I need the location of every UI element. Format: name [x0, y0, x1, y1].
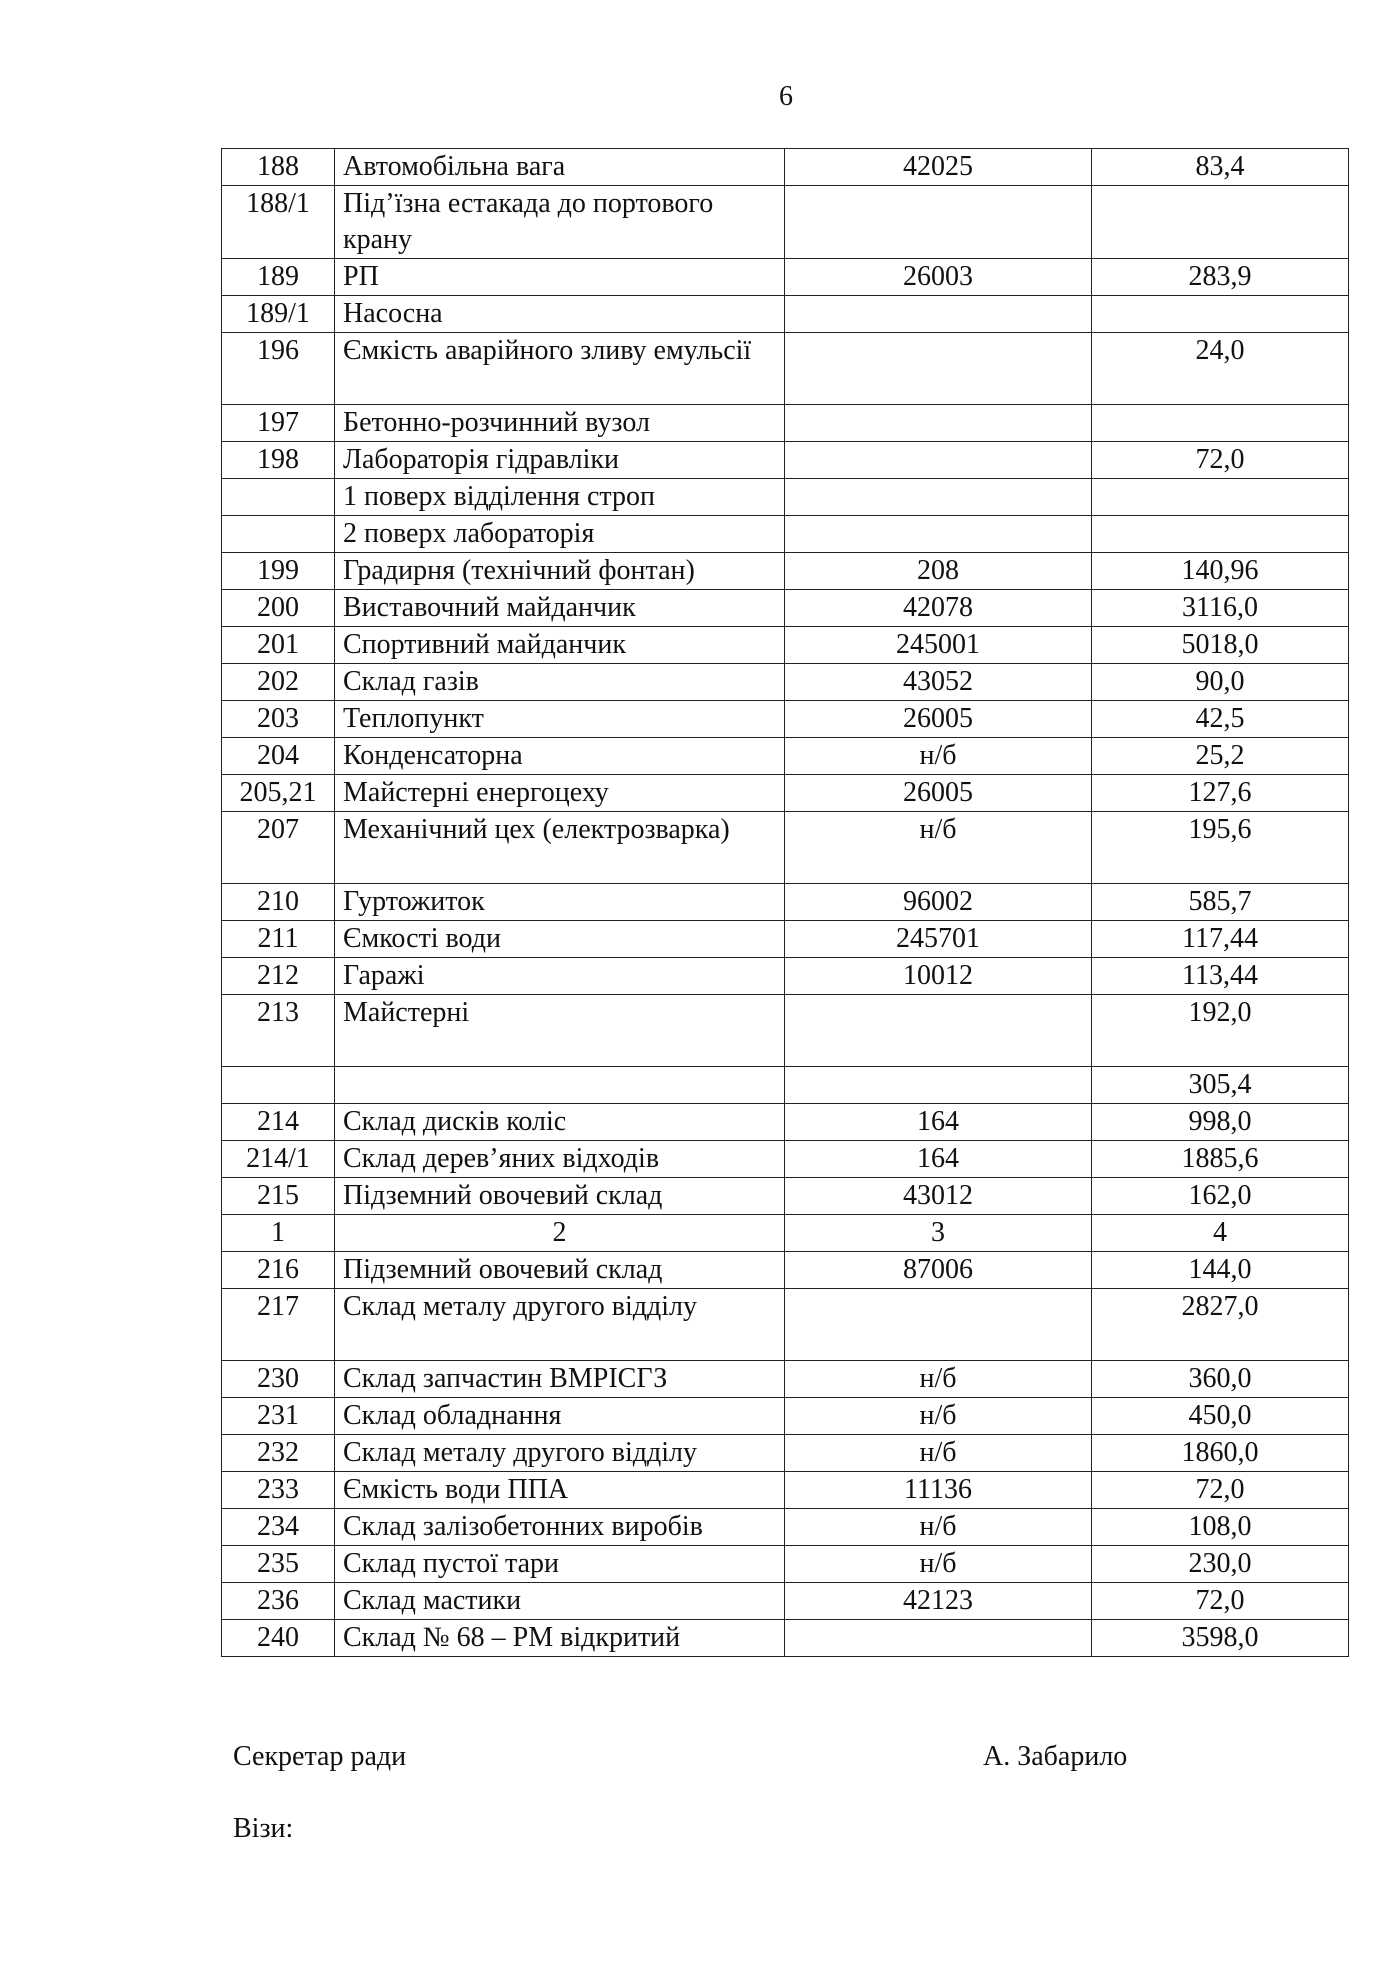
table-row: [222, 1435, 1349, 1472]
row-number-cell: 236: [222, 1583, 335, 1620]
table-row: [222, 405, 1349, 442]
row-number-cell: 204: [222, 738, 335, 775]
object-name-cell: 2 поверх лабораторія: [335, 516, 785, 553]
inventory-number-cell: 26003: [785, 259, 1092, 296]
inventory-number-cell: [785, 995, 1092, 1067]
object-name-cell: Підземний овочевий склад: [335, 1252, 785, 1289]
object-name-cell: Під’їзна естакада до портового крану: [335, 186, 785, 259]
row-number-cell: 189/1: [222, 296, 335, 333]
area-cell: 585,7: [1092, 884, 1349, 921]
property-table: [221, 148, 1349, 1657]
row-number-cell: [222, 1067, 335, 1104]
table-row: [222, 479, 1349, 516]
inventory-number-cell: [785, 516, 1092, 553]
table-row: [222, 627, 1349, 664]
area-cell: [1092, 516, 1349, 553]
table-row: [222, 553, 1349, 590]
row-number-cell: 214: [222, 1104, 335, 1141]
object-name-cell: Гуртожиток: [335, 884, 785, 921]
row-number-cell: 207: [222, 812, 335, 884]
object-name-cell: Гаражі: [335, 958, 785, 995]
area-cell: 144,0: [1092, 1252, 1349, 1289]
table-row: [222, 958, 1349, 995]
row-number-cell: 234: [222, 1509, 335, 1546]
area-cell: 1860,0: [1092, 1435, 1349, 1472]
row-number-cell: 203: [222, 701, 335, 738]
inventory-number-cell: 10012: [785, 958, 1092, 995]
row-number-cell: 197: [222, 405, 335, 442]
table-body: [222, 149, 1349, 1657]
row-number-cell: 202: [222, 664, 335, 701]
area-cell: 195,6: [1092, 812, 1349, 884]
inventory-number-cell: [785, 333, 1092, 405]
inventory-number-cell: н/б: [785, 738, 1092, 775]
table-row: [222, 296, 1349, 333]
object-name-cell: Механічний цех (електрозварка): [335, 812, 785, 884]
inventory-number-cell: 164: [785, 1104, 1092, 1141]
row-number-cell: 188: [222, 149, 335, 186]
object-name-cell: Лабораторія гідравліки: [335, 442, 785, 479]
area-cell: 90,0: [1092, 664, 1349, 701]
row-number-cell: 212: [222, 958, 335, 995]
row-number-cell: 200: [222, 590, 335, 627]
area-cell: [1092, 186, 1349, 259]
area-cell: 283,9: [1092, 259, 1349, 296]
row-number-cell: 188/1: [222, 186, 335, 259]
object-name-cell: Склад пустої тари: [335, 1546, 785, 1583]
inventory-number-cell: 208: [785, 553, 1092, 590]
table-row: [222, 995, 1349, 1067]
table-row: [222, 1361, 1349, 1398]
inventory-number-cell: н/б: [785, 812, 1092, 884]
inventory-number-cell: 42078: [785, 590, 1092, 627]
object-name-cell: РП: [335, 259, 785, 296]
inventory-number-cell: [785, 442, 1092, 479]
area-cell: 360,0: [1092, 1361, 1349, 1398]
inventory-number-cell: 245001: [785, 627, 1092, 664]
inventory-number-cell: н/б: [785, 1509, 1092, 1546]
inventory-number-cell: 87006: [785, 1252, 1092, 1289]
inventory-number-cell: 96002: [785, 884, 1092, 921]
object-name-cell: Майстерні енергоцеху: [335, 775, 785, 812]
object-name-cell: Спортивний майданчик: [335, 627, 785, 664]
table-row: [222, 1215, 1349, 1252]
object-name-cell: [335, 1067, 785, 1104]
inventory-number-cell: [785, 1289, 1092, 1361]
object-name-cell: Майстерні: [335, 995, 785, 1067]
row-number-cell: [222, 479, 335, 516]
object-name-cell: Автомобільна вага: [335, 149, 785, 186]
row-number-cell: [222, 516, 335, 553]
area-cell: 192,0: [1092, 995, 1349, 1067]
object-name-cell: Склад № 68 – РМ відкритий: [335, 1620, 785, 1657]
inventory-number-cell: 42123: [785, 1583, 1092, 1620]
row-number-cell: 232: [222, 1435, 335, 1472]
table-row: [222, 1289, 1349, 1361]
table-row: [222, 701, 1349, 738]
row-number-cell: 215: [222, 1178, 335, 1215]
row-number-cell: 240: [222, 1620, 335, 1657]
table-row: [222, 738, 1349, 775]
row-number-cell: 230: [222, 1361, 335, 1398]
inventory-number-cell: [785, 479, 1092, 516]
table-row: [222, 775, 1349, 812]
area-cell: 25,2: [1092, 738, 1349, 775]
table-row: [222, 442, 1349, 479]
object-name-cell: Склад залізобетонних виробів: [335, 1509, 785, 1546]
area-cell: 140,96: [1092, 553, 1349, 590]
area-cell: 42,5: [1092, 701, 1349, 738]
object-name-cell: Склад запчастин ВМРІСГЗ: [335, 1361, 785, 1398]
row-number-cell: 216: [222, 1252, 335, 1289]
row-number-cell: 233: [222, 1472, 335, 1509]
table-row: [222, 921, 1349, 958]
table-row: [222, 186, 1349, 259]
area-cell: 305,4: [1092, 1067, 1349, 1104]
object-name-cell: Ємкість аварійного зливу емульсії: [335, 333, 785, 405]
table-row: [222, 1620, 1349, 1657]
row-number-cell: 210: [222, 884, 335, 921]
inventory-number-cell: [785, 186, 1092, 259]
table-row: [222, 1252, 1349, 1289]
inventory-number-cell: 26005: [785, 701, 1092, 738]
inventory-number-cell: н/б: [785, 1435, 1092, 1472]
area-cell: 3598,0: [1092, 1620, 1349, 1657]
area-cell: 72,0: [1092, 442, 1349, 479]
area-cell: 72,0: [1092, 1472, 1349, 1509]
table-row: [222, 1067, 1349, 1104]
area-cell: 4: [1092, 1215, 1349, 1252]
row-number-cell: 213: [222, 995, 335, 1067]
area-cell: 5018,0: [1092, 627, 1349, 664]
object-name-cell: Насосна: [335, 296, 785, 333]
inventory-number-cell: 3: [785, 1215, 1092, 1252]
table-row: [222, 333, 1349, 405]
table-row: [222, 1141, 1349, 1178]
row-number-cell: 189: [222, 259, 335, 296]
signatory-name: А. Забарило: [983, 1741, 1128, 1772]
object-name-cell: Теплопункт: [335, 701, 785, 738]
row-number-cell: 235: [222, 1546, 335, 1583]
area-cell: 83,4: [1092, 149, 1349, 186]
table-row: [222, 1104, 1349, 1141]
object-name-cell: Конденсаторна: [335, 738, 785, 775]
area-cell: 230,0: [1092, 1546, 1349, 1583]
area-cell: 998,0: [1092, 1104, 1349, 1141]
object-name-cell: Градирня (технічний фонтан): [335, 553, 785, 590]
row-number-cell: 205,21: [222, 775, 335, 812]
inventory-number-cell: н/б: [785, 1546, 1092, 1583]
table-row: [222, 1509, 1349, 1546]
inventory-number-cell: 164: [785, 1141, 1092, 1178]
row-number-cell: 231: [222, 1398, 335, 1435]
object-name-cell: Склад дисків коліс: [335, 1104, 785, 1141]
area-cell: 117,44: [1092, 921, 1349, 958]
inventory-number-cell: н/б: [785, 1361, 1092, 1398]
inventory-number-cell: 43052: [785, 664, 1092, 701]
table-row: [222, 516, 1349, 553]
object-name-cell: Склад металу другого відділу: [335, 1435, 785, 1472]
inventory-number-cell: 43012: [785, 1178, 1092, 1215]
object-name-cell: Підземний овочевий склад: [335, 1178, 785, 1215]
table-row: [222, 149, 1349, 186]
area-cell: 113,44: [1092, 958, 1349, 995]
area-cell: 162,0: [1092, 1178, 1349, 1215]
object-name-cell: Ємкості води: [335, 921, 785, 958]
area-cell: 108,0: [1092, 1509, 1349, 1546]
inventory-number-cell: [785, 296, 1092, 333]
area-cell: 1885,6: [1092, 1141, 1349, 1178]
row-number-cell: 198: [222, 442, 335, 479]
area-cell: 450,0: [1092, 1398, 1349, 1435]
table-row: [222, 259, 1349, 296]
area-cell: 2827,0: [1092, 1289, 1349, 1361]
inventory-number-cell: 42025: [785, 149, 1092, 186]
area-cell: 3116,0: [1092, 590, 1349, 627]
row-number-cell: 196: [222, 333, 335, 405]
page-number: 6: [779, 81, 793, 112]
row-number-cell: 199: [222, 553, 335, 590]
object-name-cell: Склад мастики: [335, 1583, 785, 1620]
inventory-number-cell: 11136: [785, 1472, 1092, 1509]
table-row: [222, 1546, 1349, 1583]
area-cell: [1092, 405, 1349, 442]
inventory-number-cell: [785, 1067, 1092, 1104]
visas-label: Візи:: [233, 1813, 294, 1844]
object-name-cell: Склад обладнання: [335, 1398, 785, 1435]
object-name-cell: 2: [335, 1215, 785, 1252]
area-cell: [1092, 296, 1349, 333]
inventory-number-cell: 26005: [785, 775, 1092, 812]
row-number-cell: 211: [222, 921, 335, 958]
table-row: [222, 590, 1349, 627]
table-row: [222, 884, 1349, 921]
row-number-cell: 1: [222, 1215, 335, 1252]
object-name-cell: Бетонно-розчинний вузол: [335, 405, 785, 442]
table-row: [222, 664, 1349, 701]
table-row: [222, 1583, 1349, 1620]
area-cell: [1092, 479, 1349, 516]
area-cell: 72,0: [1092, 1583, 1349, 1620]
object-name-cell: Ємкість води ППА: [335, 1472, 785, 1509]
object-name-cell: Склад металу другого відділу: [335, 1289, 785, 1361]
table-row: [222, 1178, 1349, 1215]
row-number-cell: 214/1: [222, 1141, 335, 1178]
inventory-number-cell: 245701: [785, 921, 1092, 958]
table-row: [222, 812, 1349, 884]
object-name-cell: Склад газів: [335, 664, 785, 701]
area-cell: 127,6: [1092, 775, 1349, 812]
object-name-cell: Виставочний майданчик: [335, 590, 785, 627]
inventory-number-cell: [785, 405, 1092, 442]
object-name-cell: Склад дерев’яних відходів: [335, 1141, 785, 1178]
secretary-label: Секретар ради: [233, 1741, 407, 1772]
object-name-cell: 1 поверх відділення строп: [335, 479, 785, 516]
row-number-cell: 201: [222, 627, 335, 664]
table-row: [222, 1398, 1349, 1435]
inventory-number-cell: н/б: [785, 1398, 1092, 1435]
inventory-number-cell: [785, 1620, 1092, 1657]
row-number-cell: 217: [222, 1289, 335, 1361]
area-cell: 24,0: [1092, 333, 1349, 405]
table-row: [222, 1472, 1349, 1509]
